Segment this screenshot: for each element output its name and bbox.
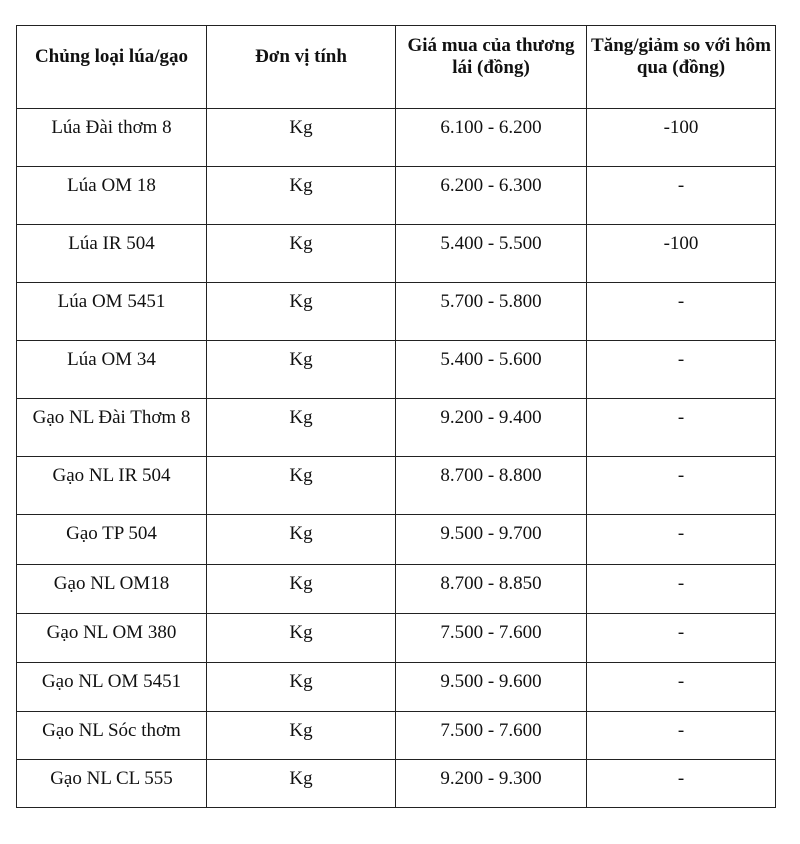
cell-unit: Kg bbox=[207, 109, 396, 167]
cell-unit: Kg bbox=[207, 565, 396, 614]
table-row bbox=[17, 515, 776, 565]
cell-change: -100 bbox=[587, 225, 776, 283]
cell-unit: Kg bbox=[207, 167, 396, 225]
table-row bbox=[17, 225, 776, 283]
table-row bbox=[17, 565, 776, 614]
cell-unit: Kg bbox=[207, 712, 396, 760]
cell-unit: Kg bbox=[207, 614, 396, 663]
cell-price: 6.100 - 6.200 bbox=[396, 109, 587, 167]
table-row bbox=[17, 614, 776, 663]
table-row bbox=[17, 167, 776, 225]
cell-variety: Gạo NL Sóc thơm bbox=[17, 712, 207, 760]
cell-unit: Kg bbox=[207, 225, 396, 283]
cell-unit: Kg bbox=[207, 399, 396, 457]
cell-unit: Kg bbox=[207, 663, 396, 712]
cell-change: - bbox=[587, 712, 776, 760]
cell-price: 7.500 - 7.600 bbox=[396, 614, 587, 663]
cell-price: 8.700 - 8.800 bbox=[396, 457, 587, 515]
cell-variety: Gạo NL Đài Thơm 8 bbox=[17, 399, 207, 457]
cell-unit: Kg bbox=[207, 457, 396, 515]
header-unit: Đơn vị tính bbox=[207, 26, 396, 109]
table-row bbox=[17, 283, 776, 341]
table-row bbox=[17, 760, 776, 808]
cell-price: 9.500 - 9.700 bbox=[396, 515, 587, 565]
table-row bbox=[17, 457, 776, 515]
table-row bbox=[17, 663, 776, 712]
cell-variety: Gạo NL CL 555 bbox=[17, 760, 207, 808]
cell-change: - bbox=[587, 283, 776, 341]
cell-change: - bbox=[587, 663, 776, 712]
cell-price: 8.700 - 8.850 bbox=[396, 565, 587, 614]
cell-variety: Lúa OM 5451 bbox=[17, 283, 207, 341]
cell-unit: Kg bbox=[207, 283, 396, 341]
cell-unit: Kg bbox=[207, 760, 396, 808]
cell-change: - bbox=[587, 515, 776, 565]
table-row bbox=[17, 712, 776, 760]
cell-variety: Gạo NL IR 504 bbox=[17, 457, 207, 515]
cell-price: 6.200 - 6.300 bbox=[396, 167, 587, 225]
cell-price: 7.500 - 7.600 bbox=[396, 712, 587, 760]
cell-change: - bbox=[587, 614, 776, 663]
header-row bbox=[17, 26, 776, 109]
cell-change: - bbox=[587, 167, 776, 225]
cell-price: 9.500 - 9.600 bbox=[396, 663, 587, 712]
cell-change: - bbox=[587, 565, 776, 614]
table-row bbox=[17, 341, 776, 399]
cell-variety: Lúa Đài thơm 8 bbox=[17, 109, 207, 167]
cell-price: 5.400 - 5.500 bbox=[396, 225, 587, 283]
cell-unit: Kg bbox=[207, 515, 396, 565]
cell-variety: Lúa OM 34 bbox=[17, 341, 207, 399]
cell-change: - bbox=[587, 341, 776, 399]
cell-variety: Lúa IR 504 bbox=[17, 225, 207, 283]
cell-variety: Gạo NL OM 380 bbox=[17, 614, 207, 663]
cell-variety: Gạo TP 504 bbox=[17, 515, 207, 565]
cell-price: 5.400 - 5.600 bbox=[396, 341, 587, 399]
cell-change: - bbox=[587, 457, 776, 515]
header-price: Giá mua của thương lái (đồng) bbox=[396, 26, 587, 109]
cell-unit: Kg bbox=[207, 341, 396, 399]
cell-price: 5.700 - 5.800 bbox=[396, 283, 587, 341]
rice-price-table bbox=[16, 25, 776, 808]
cell-variety: Gạo NL OM 5451 bbox=[17, 663, 207, 712]
cell-price: 9.200 - 9.300 bbox=[396, 760, 587, 808]
cell-variety: Lúa OM 18 bbox=[17, 167, 207, 225]
header-variety: Chủng loại lúa/gạo bbox=[17, 26, 207, 109]
cell-variety: Gạo NL OM18 bbox=[17, 565, 207, 614]
cell-change: -100 bbox=[587, 109, 776, 167]
cell-change: - bbox=[587, 399, 776, 457]
cell-change: - bbox=[587, 760, 776, 808]
table-row bbox=[17, 399, 776, 457]
table-row bbox=[17, 109, 776, 167]
cell-price: 9.200 - 9.400 bbox=[396, 399, 587, 457]
header-change: Tăng/giảm so với hôm qua (đồng) bbox=[587, 26, 776, 109]
